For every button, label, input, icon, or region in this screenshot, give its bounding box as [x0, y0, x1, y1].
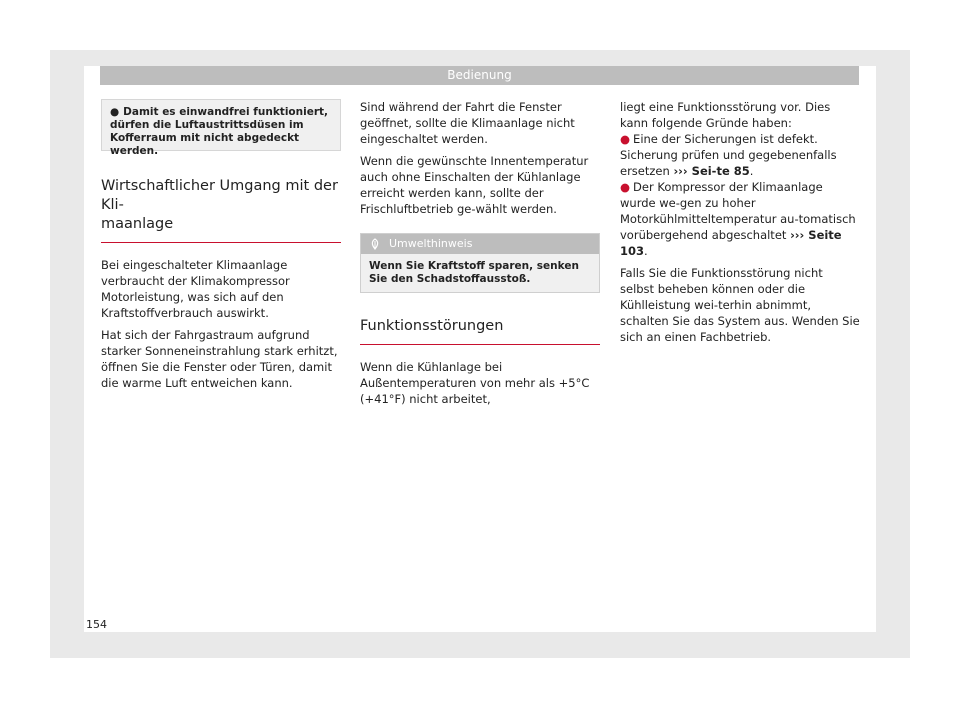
section-heading-funktionsstoerungen: Funktionsstörungen [360, 317, 600, 345]
paragraph: Bei eingeschalteter Klimaanlage verbraucht der Klimakompressor Motorleistung, was sich auf den Kraftstoffverbrauch auswirkt. [101, 258, 290, 320]
paragraph: Wenn die Kühlanlage bei Außentemperaturen von mehr als +5°C (+41°F) nicht arbeitet, [360, 360, 590, 406]
bullet-icon: ● [620, 180, 631, 194]
warning-text: Damit es einwandfrei funktioniert, dürfen die Luftaustrittsdüsen im Kofferraum mit nicht abgedeckt werden. [110, 106, 329, 157]
page-header: Bedienung [100, 66, 859, 85]
page-number: 154 [86, 618, 107, 631]
warning-box [101, 99, 341, 157]
paragraph: Wenn die gewünschte Innentemperatur auch ohne Einschalten der Kühlanlage erreicht werden kann, sollte der Frischluftbetrieb ge-wählt werden. [360, 154, 589, 216]
bullet-icon: ● [110, 106, 120, 118]
column-left [101, 99, 341, 397]
bullet-icon: ● [620, 132, 631, 146]
paragraph: liegt eine Funktionsstörung vor. Dies kann folgende Gründe haben: [620, 100, 831, 130]
page-reference-link[interactable]: ››› Sei-te 85 [673, 164, 750, 178]
environment-note-header [361, 234, 599, 254]
leaf-icon [369, 238, 381, 250]
paragraph: Hat sich der Fahrgastraum aufgrund starker Sonneneinstrahlung stark erhitzt, öffnen Sie die Fenster oder Türen, damit die warme Luft entweichen kann. [101, 328, 338, 390]
list-item: ● Der Kompressor der Klimaanlage wurde we-gen zu hoher Motorkühlmitteltemperatur au-tomatisch vorübergehend abgeschaltet ››› Seite 103. [620, 180, 856, 258]
paragraph: Sind während der Fahrt die Fenster geöffnet, sollte die Klimaanlage nicht eingeschaltet werden. [360, 100, 575, 146]
page-reference-link[interactable]: ››› Seite 103 [620, 228, 842, 258]
environment-note-box [360, 233, 600, 293]
list-item-text: Eine der Sicherungen ist defekt. Sicherung prüfen und gegebenenfalls ersetzen [620, 132, 837, 178]
paragraph: Falls Sie die Funktionsstörung nicht selbst beheben können oder die Kühlleistung wei-terhin abnimmt, schalten Sie das System aus. Wenden Sie sich an einen Fachbetrieb. [620, 266, 860, 344]
section-heading-wirtschaftlich [101, 177, 341, 243]
environment-note-text: Wenn Sie Kraftstoff sparen, senken Sie den Schadstoffausstoß. [369, 260, 579, 285]
environment-note-title: Umwelthinweis [389, 237, 473, 250]
list-item-text: Der Kompressor der Klimaanlage wurde we-gen zu hoher Motorkühlmitteltemperatur au-tomatisch vorübergehend abgeschaltet [620, 180, 856, 242]
heading-line-2: maanlage [101, 216, 174, 232]
column-middle [360, 99, 600, 413]
heading-line-1: Wirtschaftlicher Umgang mit der Kli- [101, 178, 338, 213]
column-right [620, 99, 860, 351]
list-item: ● Eine der Sicherungen ist defekt. Sicherung prüfen und gegebenenfalls ersetzen ››› Sei-te 85. [620, 132, 837, 178]
